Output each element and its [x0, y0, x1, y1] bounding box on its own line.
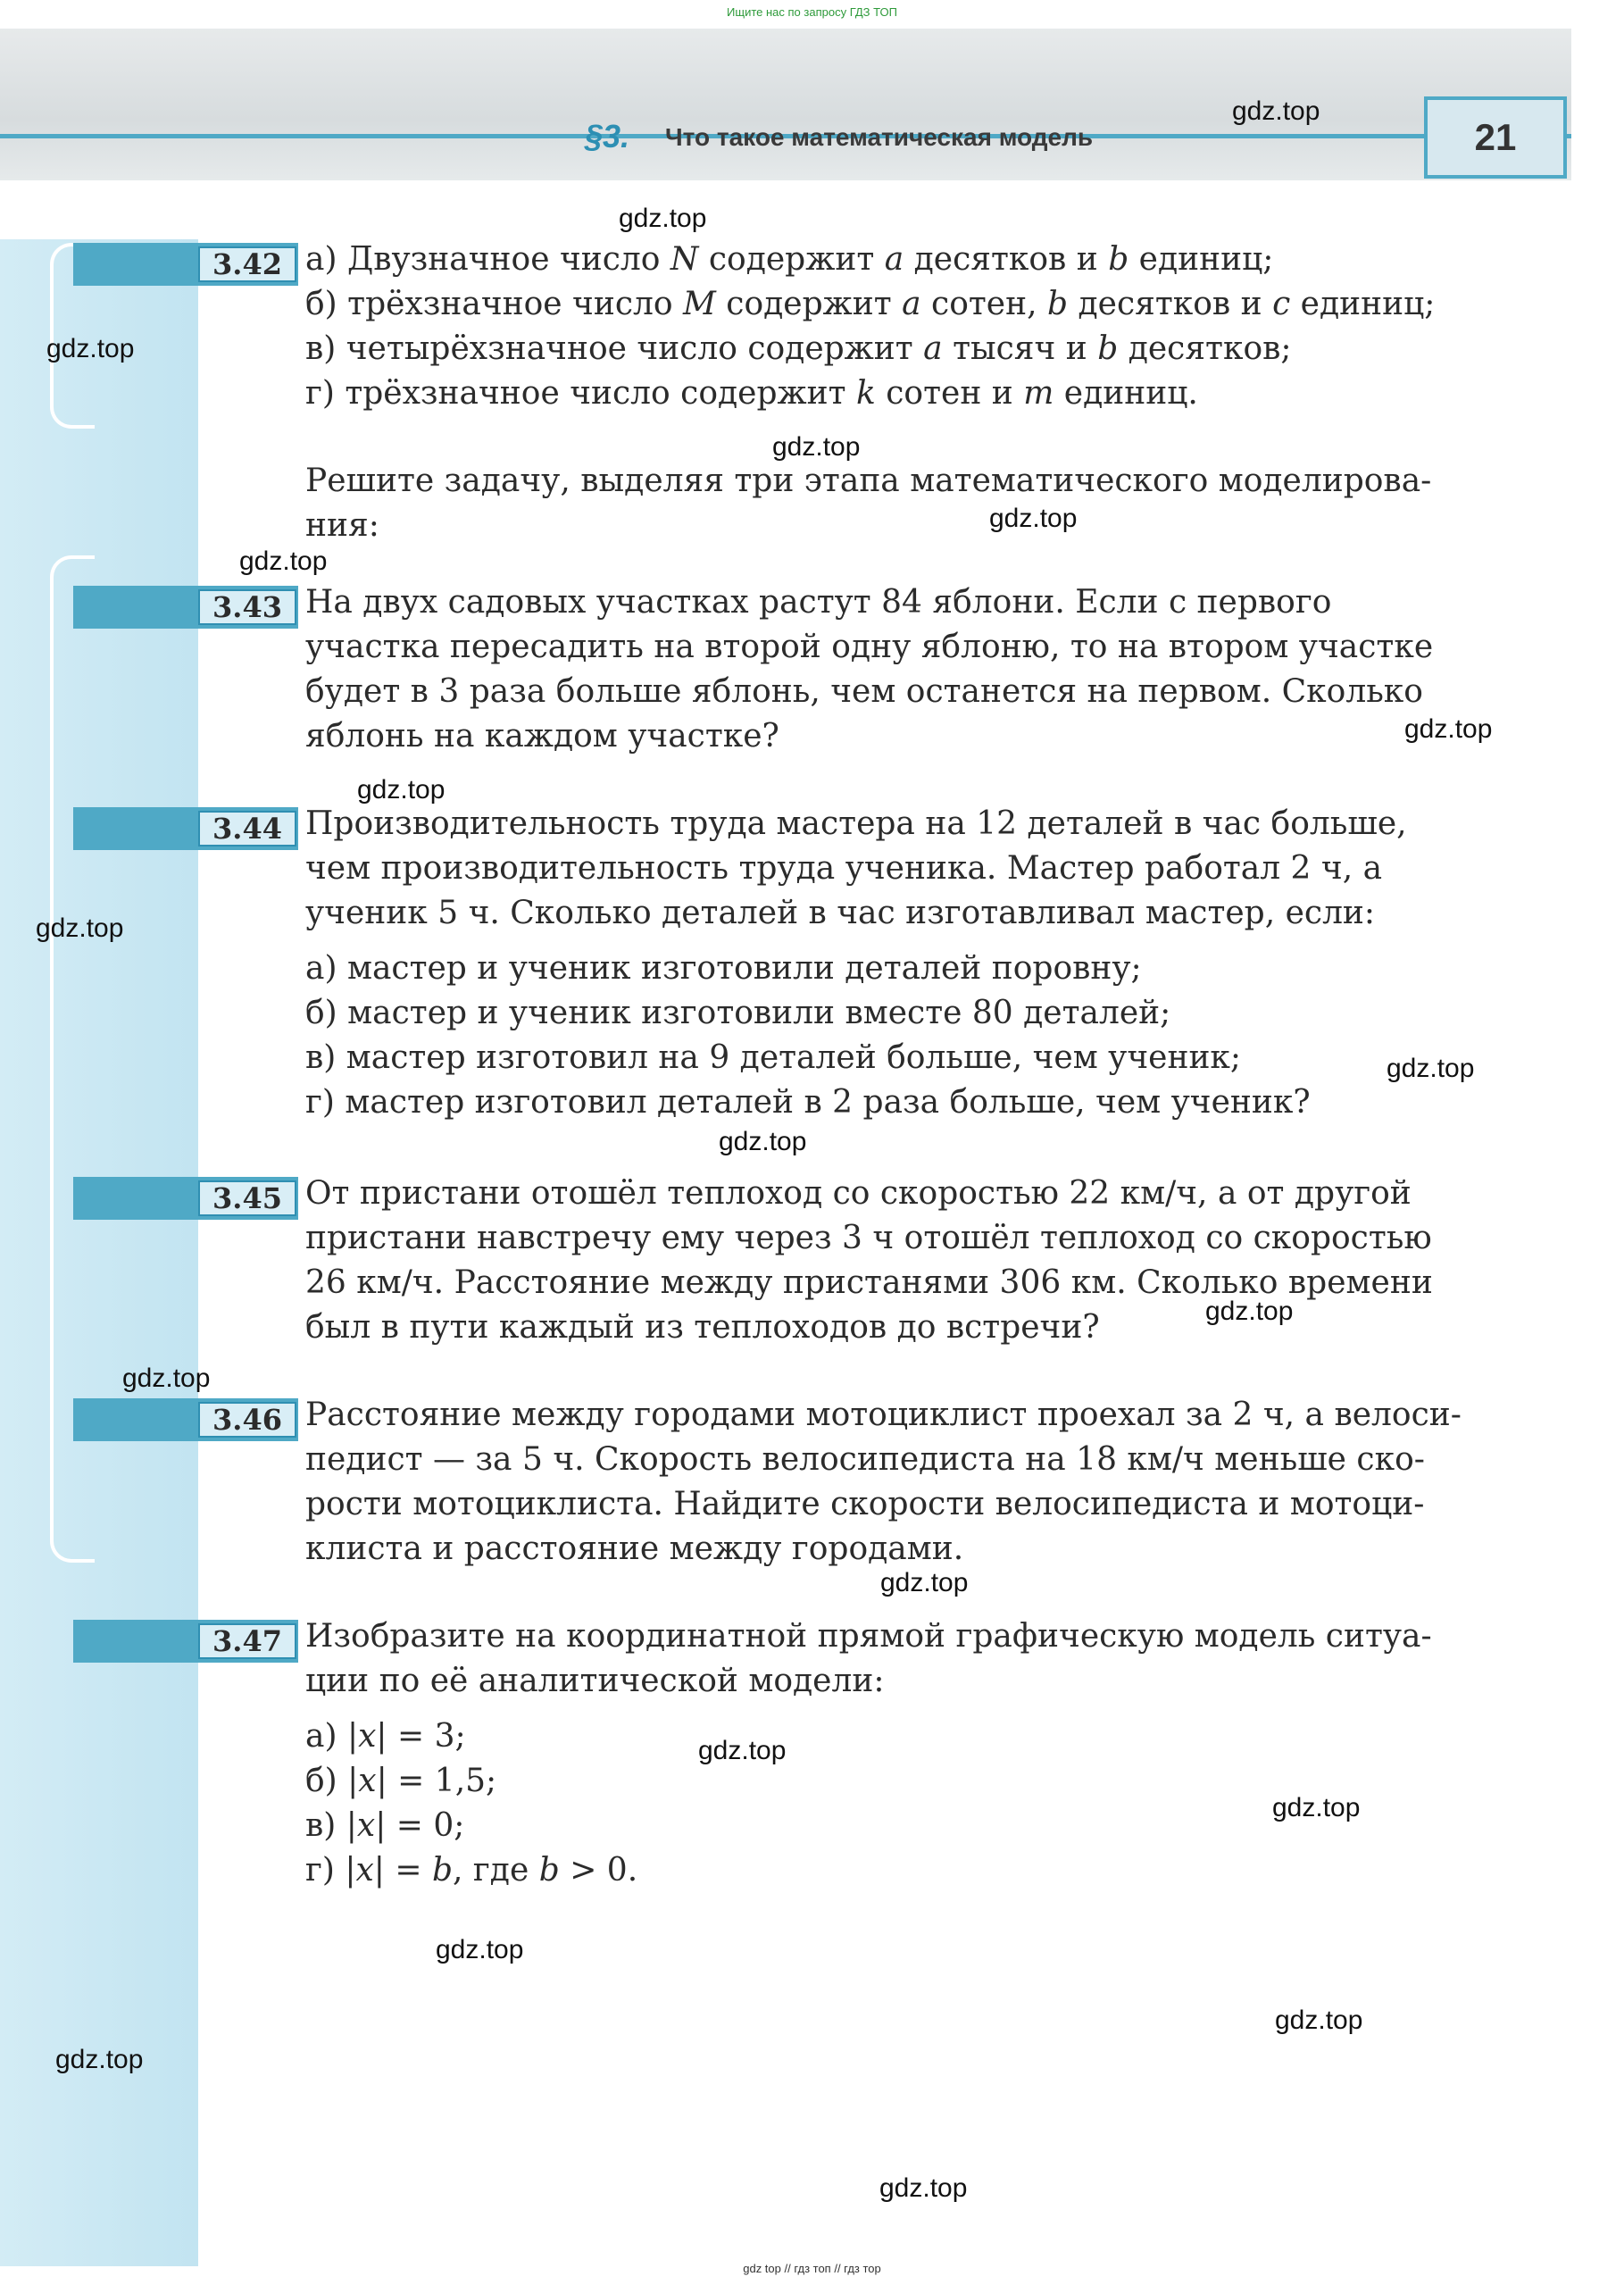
task-3-47-item-b: б) |x| = 1,5; — [305, 1763, 497, 1799]
watermark: gdz.top — [55, 2045, 144, 2074]
watermark: gdz.top — [1404, 714, 1493, 744]
intro-line: Решите задачу, выделяя три этапа математического моделирова- — [305, 463, 1432, 499]
task-text-line: 26 км/ч. Расстояние между пристанями 306 км. Сколько времени — [305, 1264, 1433, 1301]
task-text-line: участка пересадить на второй одну яблоню, то на втором участке — [305, 629, 1434, 665]
task-3-42-item-g: г) трёхзначное число содержит k сотен и m единиц. — [305, 375, 1198, 412]
task-text-line: клиста и расстояние между городами. — [305, 1530, 964, 1567]
watermark: gdz.top — [772, 432, 861, 462]
left-margin-column — [0, 239, 198, 2266]
task-item-line: г) мастер изготовил деталей в 2 раза больше, чем ученик? — [305, 1084, 1311, 1121]
task-text-line: На двух садовых участках растут 84 яблони. Если с первого — [305, 584, 1332, 621]
task-text-line: пристани навстречу ему через 3 ч отошёл теплоход со скоростью — [305, 1220, 1432, 1256]
watermark: gdz.top — [698, 1736, 787, 1765]
task-3-42-item-a: а) Двузначное число N содержит a десятков и b единиц; — [305, 241, 1274, 278]
task-number-3-45: 3.45 — [198, 1180, 296, 1216]
task-text-line: чем производительность труда ученика. Мастер работал 2 ч, а — [305, 850, 1383, 887]
task-number-3-43: 3.43 — [198, 589, 296, 625]
watermark: gdz.top — [880, 1568, 969, 1597]
watermark: gdz.top — [719, 1127, 807, 1156]
task-text-line: ции по её аналитической модели: — [305, 1663, 885, 1699]
watermark: gdz.top — [619, 204, 707, 233]
bottom-note: gdz top // гдз топ // гдз тор — [743, 2262, 881, 2275]
header-band — [0, 29, 1571, 180]
task-item-line: б) мастер и ученик изготовили вместе 80 деталей; — [305, 995, 1171, 1031]
page-number: 21 — [1424, 96, 1567, 179]
top-note: Ищите нас по запросу ГДЗ ТОП — [727, 5, 897, 19]
task-text-line: Расстояние между городами мотоциклист проехал за 2 ч, а велоси- — [305, 1397, 1462, 1433]
section-number: §3. — [585, 118, 630, 154]
section-title: Что такое математическая модель — [665, 123, 1094, 151]
task-text-line: яблонь на каждом участке? — [305, 718, 779, 755]
task-item-line: в) мастер изготовил на 9 деталей больше, чем ученик; — [305, 1039, 1242, 1076]
task-item-line: а) мастер и ученик изготовили деталей поровну; — [305, 950, 1142, 987]
task-text-line: рости мотоциклиста. Найдите скорости велосипедиста и мотоци- — [305, 1486, 1425, 1522]
watermark: gdz.top — [1205, 1297, 1294, 1326]
watermark: gdz.top — [46, 334, 135, 363]
watermark: gdz.top — [1275, 2006, 1363, 2035]
watermark: gdz.top — [122, 1363, 211, 1393]
watermark: gdz.top — [989, 504, 1078, 533]
task-number-3-47: 3.47 — [198, 1623, 296, 1659]
watermark: gdz.top — [1387, 1054, 1475, 1083]
task-text-line: Производительность труда мастера на 12 деталей в час больше, — [305, 805, 1407, 842]
task-text-line: Изобразите на координатной прямой графическую модель ситуа- — [305, 1618, 1432, 1655]
task-3-47-item-v: в) |x| = 0; — [305, 1807, 465, 1844]
watermark: gdz.top — [36, 913, 124, 943]
task-text-line: педист — за 5 ч. Скорость велосипедиста на 18 км/ч меньше ско- — [305, 1441, 1425, 1478]
task-text-line: От пристани отошёл теплоход со скоростью 22 км/ч, а от другой — [305, 1175, 1412, 1212]
watermark: gdz.top — [879, 2173, 968, 2203]
watermark: gdz.top — [436, 1935, 524, 1964]
task-number-3-42: 3.42 — [198, 246, 296, 282]
task-text-line: будет в 3 раза больше яблонь, чем останется на первом. Сколько — [305, 673, 1423, 710]
watermark: gdz.top — [1232, 96, 1320, 126]
task-3-47-item-a: а) |x| = 3; — [305, 1718, 466, 1755]
watermark: gdz.top — [1272, 1793, 1361, 1822]
task-text-line: был в пути каждый из теплоходов до встречи? — [305, 1309, 1100, 1346]
task-3-42-item-v: в) четырёхзначное число содержит a тысяч и b десятков; — [305, 330, 1292, 367]
task-number-3-46: 3.46 — [198, 1402, 296, 1438]
task-3-42-item-b: б) трёхзначное число M содержит a сотен, b десятков и c единиц; — [305, 286, 1436, 322]
task-number-3-44: 3.44 — [198, 811, 296, 846]
watermark: gdz.top — [357, 775, 446, 805]
watermark: gdz.top — [239, 546, 328, 576]
intro-line: ния: — [305, 507, 379, 544]
task-3-47-item-g: г) |x| = b, где b > 0. — [305, 1852, 638, 1889]
task-text-line: ученик 5 ч. Сколько деталей в час изготавливал мастер, если: — [305, 895, 1376, 931]
